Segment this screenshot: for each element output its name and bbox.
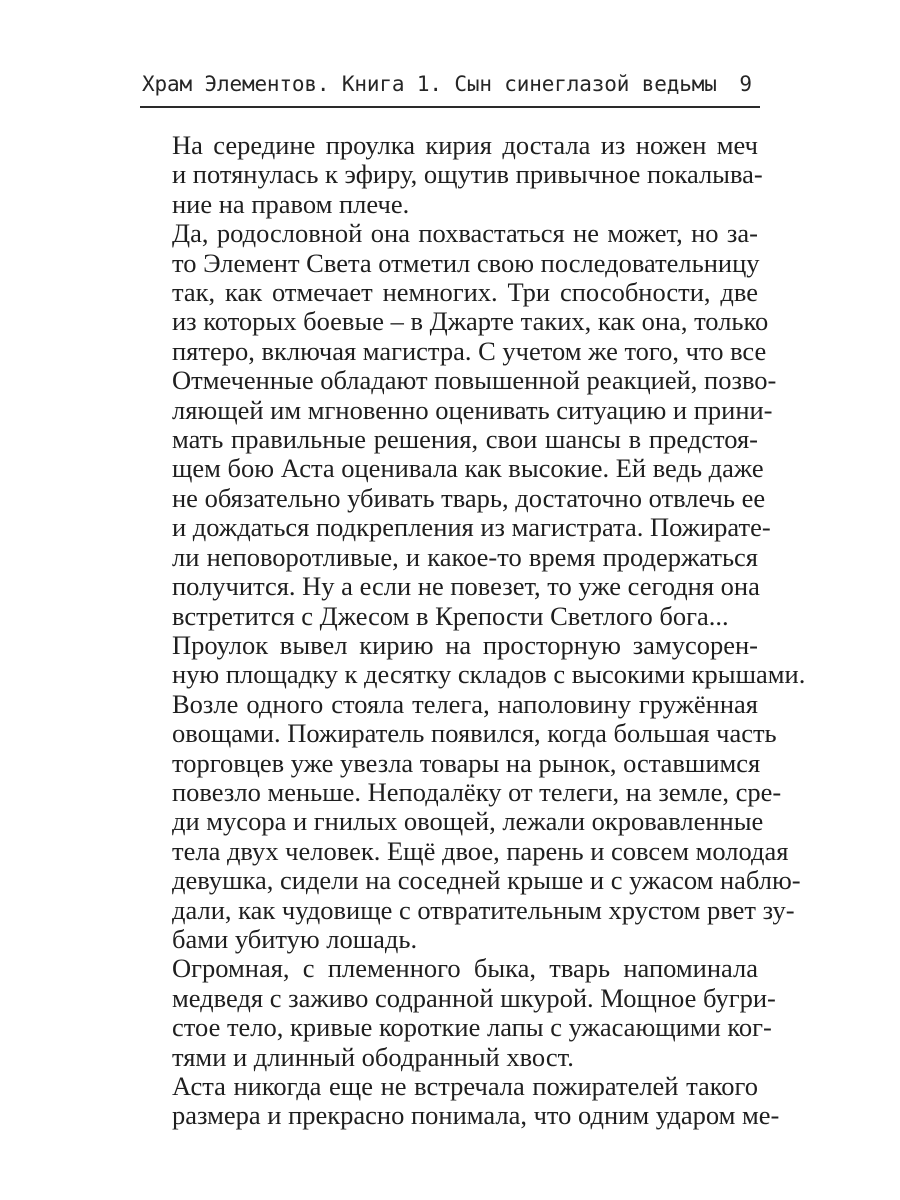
- text-line: и потянулась к эфиру, ощутив привычное покалыва-: [172, 159, 763, 190]
- text-line: Возле одного стояла телега, наполовину гружённая: [172, 688, 758, 719]
- text-line: мать правильные решения, свои шансы в предстоя-: [172, 424, 758, 455]
- text-line: овощами. Пожиратель появился, когда большая часть: [172, 718, 777, 749]
- text-line: щем бою Аста оценивала как высокие. Ей ведь даже: [172, 453, 764, 484]
- text-line: На середине проулка кирия достала из ножен меч: [172, 130, 758, 160]
- text-line: Огромная, с племенного быка, тварь напоминала: [172, 953, 758, 984]
- text-line: размера и прекрасно понимала, что одним ударом ме-: [172, 1100, 780, 1131]
- text-line: пятеро, включая магистра. С учетом же того, что все: [172, 335, 767, 366]
- running-header: [140, 66, 760, 108]
- text-line: ние на правом плече.: [172, 188, 410, 219]
- paragraph-5: [142, 1071, 780, 1131]
- text-line: Да, родословной она похвастаться не может, но за-: [172, 218, 758, 249]
- text-line: из которых боевые – в Джарте таких, как она, только: [172, 306, 769, 337]
- header-title: Храм Элементов. Книга 1. Сын синеглазой ведьмы: [142, 72, 717, 96]
- text-line: девушка, сидели на соседней крыше и с ужасом наблю-: [172, 865, 801, 896]
- text-line: повезло меньше. Неподалёку от телеги, на земле, сре-: [172, 776, 782, 807]
- paragraph-4: [142, 953, 776, 1072]
- text-line: Аста никогда еще не встречала пожирателей такого: [172, 1071, 758, 1101]
- paragraph-3: [142, 629, 806, 954]
- text-line: не обязательно убивать тварь, достаточно отвлечь ее: [172, 482, 766, 513]
- text-line: дали, как чудовище с отвратительным хрустом рвет зу-: [172, 894, 795, 925]
- text-line: так, как отмечает немногих. Три способности, две: [172, 277, 758, 308]
- text-line: Отмеченные обладают повышенной реакцией, позво-: [172, 365, 777, 396]
- text-line: медведя с заживо содранной шкурой. Мощное бугри-: [172, 982, 776, 1013]
- text-line: ную площадку к десятку складов с высокими крышами.: [172, 659, 806, 690]
- text-line: ляющей им мгновенно оценивать ситуацию и прини-: [172, 394, 773, 425]
- text-line: то Элемент Света отметил свою последовательницу: [172, 247, 760, 278]
- text-line: тями и длинный ободранный хвост.: [172, 1041, 574, 1072]
- body-text: [142, 130, 806, 1131]
- page-number: 9: [739, 72, 752, 96]
- text-line: встретится с Джесом в Крепости Светлого бога...: [172, 600, 729, 631]
- text-line: ди мусора и гнилых овощей, лежали окровавленные: [172, 806, 764, 837]
- paragraph-1: [142, 130, 763, 219]
- text-line: Проулок вывел кирию на просторную замусорен-: [172, 629, 758, 660]
- paragraph-2: [142, 218, 777, 631]
- text-line: торговцев уже увезла товары на рынок, оставшимся: [172, 747, 761, 778]
- text-line: тела двух человек. Ещё двое, парень и совсем молодая: [172, 835, 789, 866]
- text-line: бами убитую лошадь.: [172, 923, 418, 954]
- text-line: ли неповоротливые, и какое-то время продержаться: [172, 541, 758, 572]
- text-line: получится. Ну а если не повезет, то уже сегодня она: [172, 571, 760, 602]
- text-line: стое тело, кривые короткие лапы с ужасающими ког-: [172, 1012, 772, 1043]
- text-line: и дождаться подкрепления из магистрата. Пожирате-: [172, 512, 771, 543]
